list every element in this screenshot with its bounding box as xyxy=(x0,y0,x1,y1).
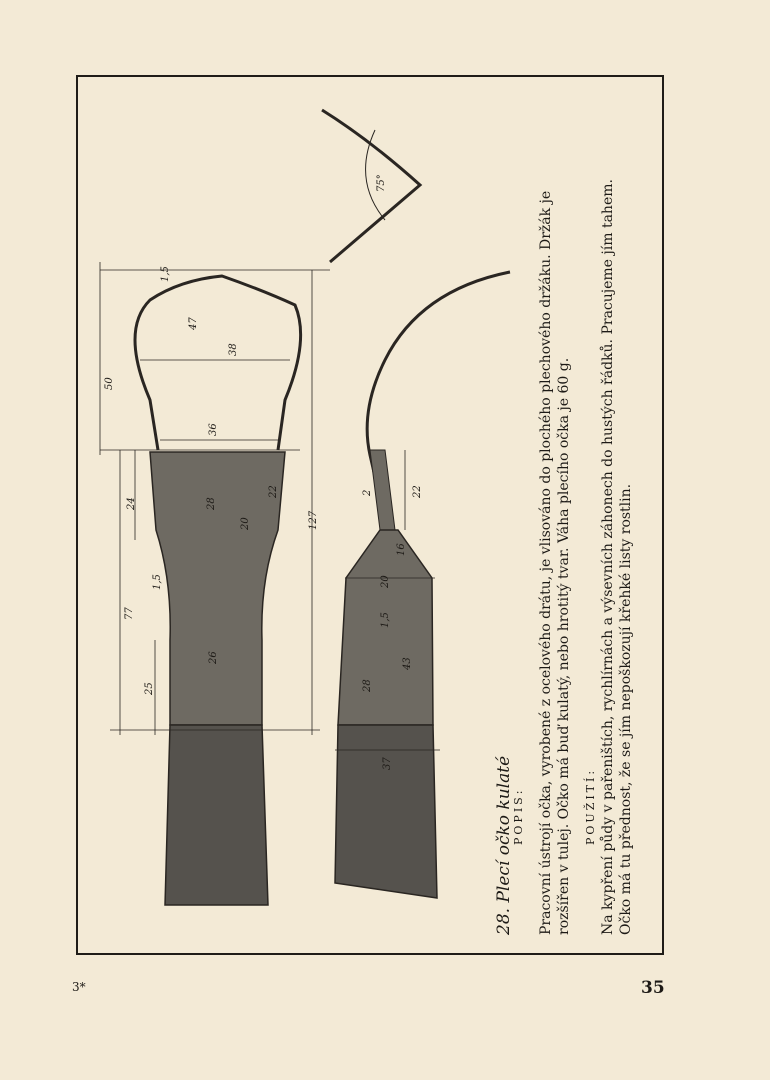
dim-127: 127 xyxy=(308,510,319,530)
popis-label: POPIS: xyxy=(512,787,525,845)
side-shank xyxy=(370,450,395,530)
bent-wire-line xyxy=(322,110,420,262)
dim-22-front: 22 xyxy=(268,485,279,498)
dim-36: 36 xyxy=(208,423,219,436)
dim-1-5-top: 1,5 xyxy=(160,266,171,282)
dim-47: 47 xyxy=(188,317,199,330)
pouziti-line-1: Na kypření půdy v pařeništích, rychlírnách a výsevních záhonech do hustých řádků. Pracujeme jím tahem. xyxy=(600,179,616,935)
dim-25: 25 xyxy=(144,682,155,695)
holder-front xyxy=(150,452,285,725)
dim-28-front: 28 xyxy=(206,497,217,510)
pouziti-line-2: Očko má tu přednost, že se jím nepoškozují křehké listy rostlin. xyxy=(618,483,634,935)
page-number: 35 xyxy=(641,978,665,998)
pouziti-label: POUŽITÍ: xyxy=(584,767,597,845)
angle-label: 75° xyxy=(376,174,387,192)
popis-line-1: Pracovní ústrojí očka, vyrobené z ocelového drátu, je vlisováno do plochého plechového držáku. Držák je xyxy=(538,190,554,935)
dim-2-side: 2 xyxy=(362,489,373,496)
dim-28-side: 28 xyxy=(362,679,373,692)
dim-22-side: 22 xyxy=(412,485,423,498)
figure-title: 28. Plecí očko kulaté xyxy=(494,755,514,935)
dim-38: 38 xyxy=(228,343,239,356)
signature-mark: 3* xyxy=(72,980,86,994)
dim-20-front: 20 xyxy=(240,517,251,530)
dim-20-side: 20 xyxy=(380,575,391,588)
dim-1-5-left: 1,5 xyxy=(152,574,163,590)
popis-line-2: rozšířen v tulej. Očko má buď kulatý, nebo hrotitý tvar. Váha plecího očka je 60 g. xyxy=(556,357,572,935)
handle-side xyxy=(335,725,437,898)
dim-43-side: 43 xyxy=(402,657,413,670)
dim-24: 24 xyxy=(126,497,137,510)
dim-26-front: 26 xyxy=(208,651,219,664)
dim-50: 50 xyxy=(104,377,115,390)
dim-37-side: 37 xyxy=(382,757,393,770)
dim-1-5-side: 1,5 xyxy=(380,612,391,628)
handle-front xyxy=(165,725,268,905)
dim-77: 77 xyxy=(124,607,135,620)
dim-16-side: 16 xyxy=(396,543,407,556)
